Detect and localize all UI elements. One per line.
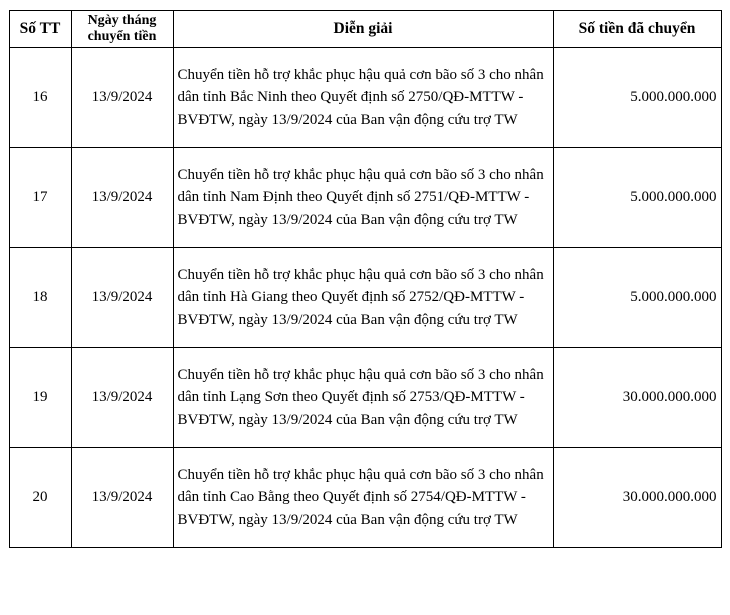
cell-amount: 5.000.000.000	[553, 248, 721, 348]
cell-amount: 5.000.000.000	[553, 148, 721, 248]
column-header-description: Diễn giải	[173, 11, 553, 48]
cell-stt: 19	[9, 348, 71, 448]
cell-stt: 17	[9, 148, 71, 248]
table-row	[9, 448, 721, 548]
cell-stt: 20	[9, 448, 71, 548]
cell-description: Chuyển tiền hỗ trợ khắc phục hậu quả cơn bão số 3 cho nhân dân tỉnh Hà Giang theo Quyết định số 2752/QĐ-MTTW - BVĐTW, ngày 13/9/2024 của Ban vận động cứu trợ TW	[173, 248, 553, 348]
money-transfer-table	[9, 10, 722, 548]
table-row	[9, 48, 721, 148]
table-row	[9, 248, 721, 348]
table-row	[9, 348, 721, 448]
cell-description: Chuyển tiền hỗ trợ khắc phục hậu quả cơn bão số 3 cho nhân dân tỉnh Cao Bằng theo Quyết định số 2754/QĐ-MTTW - BVĐTW, ngày 13/9/2024 của Ban vận động cứu trợ TW	[173, 448, 553, 548]
cell-date: 13/9/2024	[71, 148, 173, 248]
column-header-date: Ngày tháng chuyển tiền	[71, 11, 173, 48]
cell-date: 13/9/2024	[71, 48, 173, 148]
table-row	[9, 148, 721, 248]
cell-stt: 16	[9, 48, 71, 148]
cell-description: Chuyển tiền hỗ trợ khắc phục hậu quả cơn bão số 3 cho nhân dân tỉnh Lạng Sơn theo Quyết định số 2753/QĐ-MTTW - BVĐTW, ngày 13/9/2024 của Ban vận động cứu trợ TW	[173, 348, 553, 448]
cell-date: 13/9/2024	[71, 448, 173, 548]
cell-description: Chuyển tiền hỗ trợ khắc phục hậu quả cơn bão số 3 cho nhân dân tỉnh Nam Định theo Quyết định số 2751/QĐ-MTTW - BVĐTW, ngày 13/9/2024 của Ban vận động cứu trợ TW	[173, 148, 553, 248]
cell-amount: 5.000.000.000	[553, 48, 721, 148]
cell-description: Chuyển tiền hỗ trợ khắc phục hậu quả cơn bão số 3 cho nhân dân tỉnh Bắc Ninh theo Quyết định số 2750/QĐ-MTTW - BVĐTW, ngày 13/9/2024 của Ban vận động cứu trợ TW	[173, 48, 553, 148]
cell-date: 13/9/2024	[71, 348, 173, 448]
cell-stt: 18	[9, 248, 71, 348]
column-header-stt: Số TT	[9, 11, 71, 48]
table-body	[9, 48, 721, 548]
cell-date: 13/9/2024	[71, 248, 173, 348]
table-header-row	[9, 11, 721, 48]
cell-amount: 30.000.000.000	[553, 348, 721, 448]
cell-amount: 30.000.000.000	[553, 448, 721, 548]
table-header	[9, 11, 721, 48]
column-header-amount: Số tiền đã chuyển	[553, 11, 721, 48]
